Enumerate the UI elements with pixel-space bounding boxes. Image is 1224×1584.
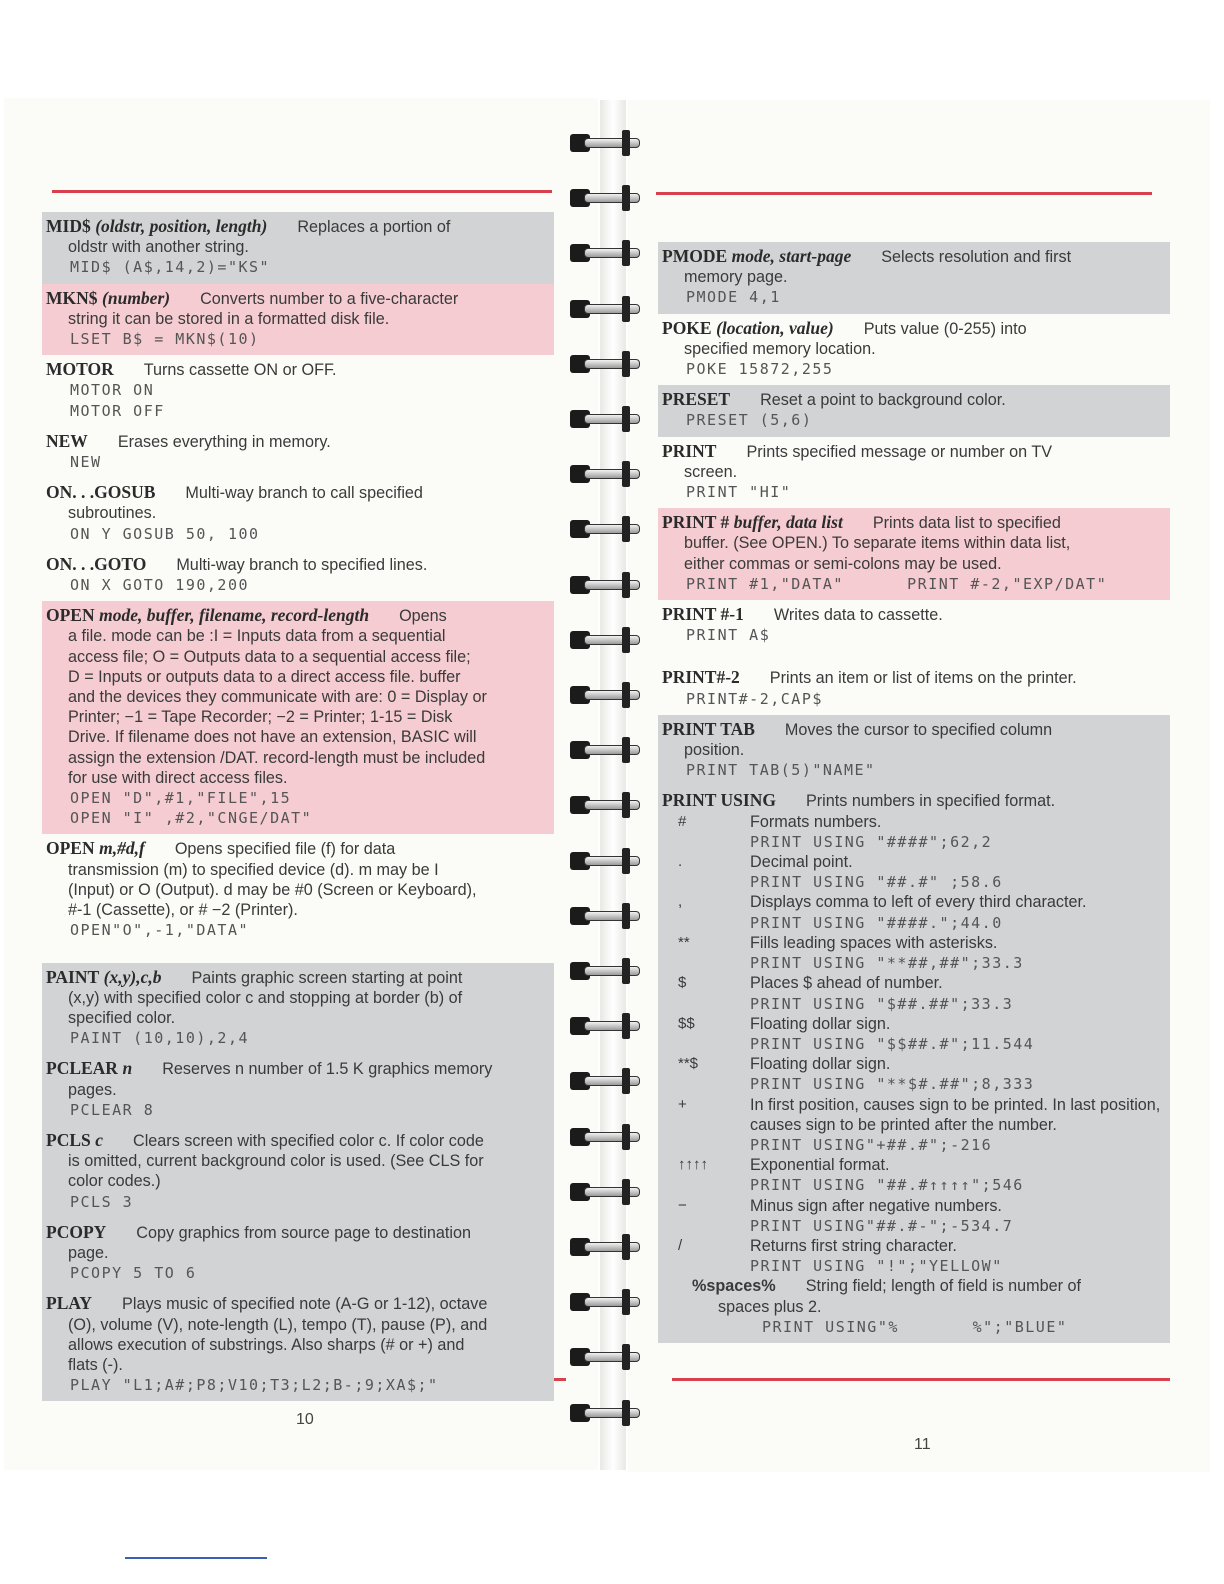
format-row [662, 933, 1164, 973]
spiral-coil [566, 1066, 642, 1096]
format-description: Floating dollar sign. [750, 1055, 891, 1074]
format-symbol: ↑↑↑↑ [678, 1156, 708, 1174]
format-row [662, 1014, 1164, 1054]
entry-on-gosub [42, 478, 554, 550]
keyword: PMODE [662, 246, 728, 266]
code-example: PRINT USING "**$#.##";8,333 [750, 1075, 1035, 1094]
spiral-coil [566, 625, 642, 655]
code-example: PRESET (5,6) [686, 411, 813, 430]
left-top-rule [52, 190, 552, 193]
code-example: PRINT USING "####";62,2 [750, 832, 993, 851]
description: Converts number to a five-character [200, 289, 459, 308]
right-bottom-rule [672, 1378, 1170, 1381]
format-symbol: ** [678, 933, 690, 951]
arguments: (number) [102, 287, 171, 308]
format-row [662, 892, 1164, 932]
format-symbol: # [678, 812, 687, 830]
entry-new [42, 427, 554, 478]
entry-print-buffer [658, 508, 1170, 600]
description: Multi-way branch to specified lines. [176, 555, 428, 574]
description: Puts value (0-255) into [863, 319, 1027, 338]
description: Paints graphic screen starting at point [191, 968, 463, 987]
description: Opens specified file (f) for data [174, 840, 396, 859]
spiral-coil [566, 238, 642, 268]
description-cont: flats (-). [68, 1355, 123, 1374]
format-symbol: − [678, 1196, 687, 1214]
keyword: NEW [46, 430, 88, 451]
page-number-left: 10 [296, 1411, 314, 1428]
arguments: (x,y),c,b [103, 966, 162, 987]
description-cont: buffer. (See OPEN.) To separate items within data list, [684, 534, 1071, 553]
keyword: PCLS [46, 1129, 91, 1150]
left-column [42, 212, 554, 1401]
code-example: PRINT USING "##.#↑↑↑↑";546 [750, 1176, 1024, 1195]
format-row [662, 1054, 1164, 1094]
spiral-coil [566, 514, 642, 544]
format-symbol: + [678, 1095, 687, 1113]
keyword: PRINT #-1 [662, 604, 744, 625]
code-example: PCLS 3 [70, 1192, 134, 1211]
description-cont: access file; O = Outputs data to a sequential access file; [68, 647, 471, 666]
format-row [662, 1196, 1164, 1236]
keyword: PAINT [46, 966, 100, 987]
spiral-coil [566, 294, 642, 324]
format-description: Fills leading spaces with asterisks. [750, 933, 998, 952]
entry-print-tab [658, 715, 1170, 787]
code-example: PRINT#-2,CAP$ [686, 689, 823, 708]
description: Replaces a portion of [297, 218, 451, 236]
entry-print [658, 437, 1170, 509]
entry-pcopy [42, 1218, 554, 1290]
description: Copy graphics from source page to destination [136, 1223, 472, 1242]
format-symbol: $ [678, 974, 687, 992]
code-example: PMODE 4,1 [686, 288, 781, 307]
spiral-coil [566, 735, 642, 765]
code-example: PCOPY 5 TO 6 [70, 1264, 197, 1283]
keyword: ON. . .GOSUB [46, 482, 156, 503]
spiral-coil [566, 790, 642, 820]
code-example: PAINT (10,10),2,4 [70, 1029, 250, 1048]
code-example: PRINT USING "$$##.#";11.544 [750, 1034, 1035, 1053]
code-example: PRINT USING"+##.#";-216 [750, 1135, 993, 1154]
keyword: PRINT [662, 440, 717, 461]
keyword: POKE [662, 317, 712, 338]
arguments: mode, buffer, filename, record-length [99, 605, 370, 626]
description-cont: #-1 (Cassette), or # −2 (Printer). [68, 901, 298, 920]
format-description: In first position, causes sign to be printed. In last position, causes sign to be printed after the number. [750, 1095, 1161, 1134]
arguments: buffer, data list [733, 512, 843, 533]
format-row [662, 1236, 1164, 1276]
description: Multi-way branch to call specified [185, 484, 423, 503]
code-example: PRINT TAB(5)"NAME" [686, 761, 876, 780]
spaces-row [662, 1276, 1164, 1296]
spiral-coil [566, 1122, 642, 1152]
right-top-rule [656, 192, 1152, 195]
format-description-cont: spaces plus 2. [718, 1297, 822, 1316]
arguments: n [122, 1058, 133, 1079]
description-cont: transmission (m) to specified device (d). m may be I [68, 860, 439, 879]
description: Selects resolution and first [881, 248, 1072, 266]
description-cont: color codes.) [68, 1172, 161, 1191]
entry-print-printer [658, 663, 1170, 714]
format-description: Places $ ahead of number. [750, 974, 943, 993]
description-cont: specified color. [68, 1008, 176, 1027]
entry-print-using [658, 786, 1170, 1342]
description-cont: subroutines. [68, 504, 157, 523]
format-row [662, 812, 1164, 852]
spiral-coil [566, 1398, 642, 1428]
entry-pcls [42, 1126, 554, 1218]
spiral-coil [566, 570, 642, 600]
keyword: OPEN [46, 605, 95, 626]
code-example: OPEN "D",#1,"FILE",15 [70, 789, 292, 808]
arguments: mode, start-page [731, 246, 852, 266]
description: Erases everything in memory. [117, 432, 331, 451]
description-cont: D = Inputs or outputs data to a direct access file. buffer [68, 667, 461, 686]
description-cont: is omitted, current background color is used. (See CLS for [68, 1152, 484, 1171]
right-column [658, 242, 1170, 1343]
format-description: Floating dollar sign. [750, 1014, 891, 1033]
description: Clears screen with specified color c. If color code [133, 1131, 484, 1150]
code-example: PRINT USING "####.";44.0 [750, 913, 1003, 932]
format-description: Returns first string character. [750, 1236, 957, 1255]
keyword: PRINT # [662, 512, 730, 533]
format-description: String field; length of field is number of [805, 1277, 1082, 1296]
keyword: MKN$ [46, 287, 98, 308]
entry-pmode [658, 242, 1170, 314]
entry-on-goto [42, 550, 554, 601]
code-example: OPEN "I" ,#2,"CNGE/DAT" [70, 809, 313, 828]
description-cont: oldstr with another string. [68, 238, 249, 257]
spiral-coil [566, 1177, 642, 1207]
entry-open-mode [42, 601, 554, 834]
spiral-coil [566, 680, 642, 710]
entry-motor [42, 355, 554, 427]
description: Prints specified message or number on TV [746, 442, 1053, 461]
format-description: Minus sign after negative numbers. [750, 1196, 1002, 1215]
description-cont: (x,y) with specified color c and stopping at border (b) of [68, 988, 463, 1007]
description: Writes data to cassette. [773, 606, 943, 625]
spiral-coil [566, 956, 642, 986]
code-example: PCLEAR 8 [70, 1100, 155, 1119]
format-row [662, 1155, 1164, 1195]
code-example: POKE 15872,255 [686, 360, 834, 379]
description-cont: Drive. If filename does not have an extension, BASIC will [68, 728, 477, 747]
arguments: (location, value) [716, 317, 834, 338]
keyword: OPEN [46, 838, 95, 859]
description-cont: allows execution of substrings. Also sharps (# or +) and [68, 1335, 465, 1354]
entry-pclear [42, 1054, 554, 1126]
code-example: PRINT "HI" [686, 483, 792, 502]
page-number-right: 11 [914, 1436, 931, 1453]
spiral-coil [566, 901, 642, 931]
format-row [662, 852, 1164, 892]
code-example: MOTOR OFF [70, 401, 165, 420]
description-cont: a file. mode can be :I = Inputs data from a sequential [68, 627, 446, 646]
format-description: Exponential format. [750, 1156, 890, 1175]
keyword: PRESET [662, 389, 731, 410]
format-symbol: / [678, 1236, 683, 1254]
description-cont: (Input) or O (Output). d may be #0 (Screen or Keyboard), [68, 880, 477, 899]
description-cont: and the devices they communicate with are: 0 = Display or [68, 688, 487, 707]
format-description: Formats numbers. [750, 812, 882, 831]
description-cont: for use with direct access files. [68, 768, 288, 787]
spiral-coil [566, 1342, 642, 1372]
print-format-block [658, 715, 1170, 1343]
entry-poke [658, 314, 1170, 386]
arguments: m,#d,f [99, 838, 145, 859]
entry-print-cassette [658, 600, 1170, 651]
entry-preset [658, 385, 1170, 436]
format-description: Displays comma to left of every third character. [750, 893, 1087, 912]
code-example: PRINT USING "!";"YELLOW" [750, 1257, 1003, 1276]
format-row [662, 1095, 1164, 1156]
keyword: PCLEAR [46, 1058, 118, 1079]
code-example: PRINT USING"##.#-";-534.7 [750, 1216, 1014, 1235]
description: Prints an item or list of items on the printer. [769, 669, 1077, 688]
description-cont: screen. [684, 462, 738, 481]
description-cont: position. [684, 741, 745, 760]
scan-mark [125, 1557, 267, 1559]
code-example: PRINT USING "##.#" ;58.6 [750, 873, 1003, 892]
keyword: ON. . .GOTO [46, 553, 147, 574]
spiral-coil [566, 128, 642, 158]
entry-mid [42, 212, 554, 284]
code-example: PRINT USING "**##,##";33.3 [750, 954, 1024, 973]
format-row [662, 973, 1164, 1013]
code-example: NEW [70, 453, 102, 472]
code-example: PRINT #1,"DATA" PRINT #-2,"EXP/DAT" [686, 574, 1108, 593]
keyword: PRINT USING [662, 790, 776, 811]
description-cont: pages. [68, 1080, 117, 1099]
code-example: PRINT USING "$##.##";33.3 [750, 994, 1014, 1013]
format-description: Decimal point. [750, 853, 853, 872]
description-cont: (O), volume (V), note-length (L), tempo (T), pause (P), and [68, 1315, 488, 1334]
keyword: PRINT#-2 [662, 667, 740, 688]
description-cont: Printer; −1 = Tape Recorder; −2 = Printer; 1-15 = Disk [68, 708, 453, 727]
description-cont: memory page. [684, 268, 788, 287]
spiral-coil [566, 1011, 642, 1041]
entry-play [42, 1289, 554, 1401]
format-symbol: . [678, 853, 683, 871]
code-example: LSET B$ = MKN$(10) [70, 330, 260, 349]
spiral-coil [566, 1287, 642, 1317]
spiral-coil [566, 846, 642, 876]
description: Moves the cursor to specified column [784, 720, 1053, 739]
format-symbol: $$ [678, 1014, 695, 1032]
spiral-coil [566, 1232, 642, 1262]
code-example: ON X GOTO 190,200 [70, 576, 250, 595]
arguments: (oldstr, position, length) [95, 216, 268, 236]
description: Plays music of specified note (A-G or 1-12), octave [122, 1295, 488, 1314]
description: Turns cassette ON or OFF. [143, 361, 337, 380]
entry-open-m-d-f [42, 834, 554, 946]
arguments: c [95, 1129, 104, 1150]
format-symbol: , [678, 893, 683, 911]
keyword: PCOPY [46, 1221, 107, 1242]
description: Reset a point to background color. [760, 391, 1006, 410]
description: Prints numbers in specified format. [805, 792, 1056, 811]
description-cont: specified memory location. [684, 339, 876, 358]
spiral-coil [566, 349, 642, 379]
description: Prints data list to specified [872, 514, 1061, 533]
spiral-coil [566, 459, 642, 489]
code-example: MOTOR ON [70, 381, 155, 400]
code-example: PLAY "L1;A#;P8;V10;T3;L2;B-;9;XA$;" [70, 1376, 439, 1395]
description: Opens [399, 607, 447, 626]
description-cont: assign the extension /DAT. record-length must be included [68, 748, 486, 767]
entry-paint [42, 963, 554, 1055]
keyword: MOTOR [46, 359, 114, 380]
code-example: OPEN"O",-1,"DATA" [70, 921, 250, 940]
code-example: MID$ (A$,14,2)="KS" [70, 258, 271, 277]
spiral-coil [566, 183, 642, 213]
code-example: ON Y GOSUB 50, 100 [70, 524, 260, 543]
format-symbol: **$ [678, 1055, 699, 1073]
keyword: PRINT TAB [662, 718, 755, 739]
code-example: PRINT A$ [686, 626, 771, 645]
graphics-block [42, 963, 554, 1402]
keyword: PLAY [46, 1293, 93, 1314]
description-cont: string it can be stored in a formatted disk file. [68, 309, 390, 328]
entry-mkn [42, 284, 554, 356]
format-symbol: %spaces% [692, 1277, 776, 1296]
keyword: MID$ [46, 216, 91, 236]
code-example: PRINT USING"% %";"BLUE" [762, 1317, 1068, 1336]
spiral-coil [566, 404, 642, 434]
description: Reserves n number of 1.5 K graphics memory [162, 1060, 493, 1079]
spiral-binding [566, 128, 646, 1458]
description-cont: either commas or semi-colons may be used. [684, 554, 1002, 573]
description-cont: page. [68, 1243, 109, 1262]
